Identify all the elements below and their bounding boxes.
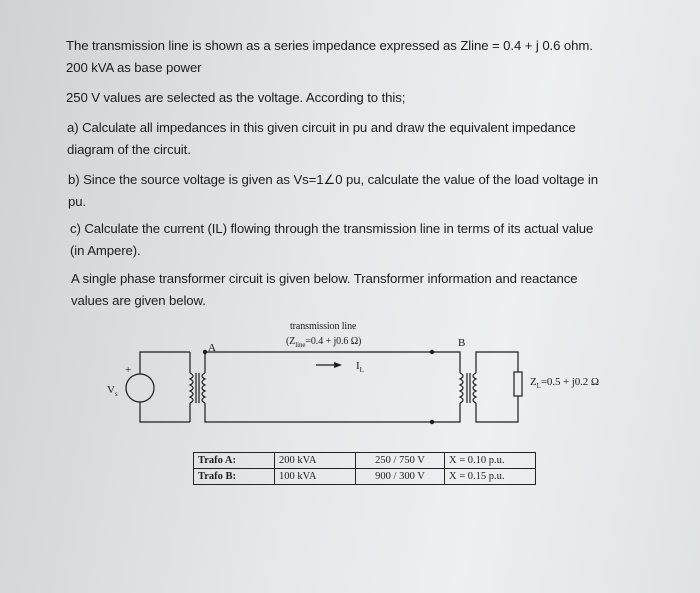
zline-label: ($Z_{line}=0.4 + j0.6$ Ω) xyxy=(286,336,362,349)
circuit-intro-line2: values are given below. xyxy=(71,293,206,308)
current-label: $I_L$ xyxy=(356,360,364,375)
trafo-name-cell: Trafo A: xyxy=(194,453,275,469)
source-voltage-label: $V_s$ xyxy=(107,384,118,399)
trafo-name-cell: Trafo B: xyxy=(194,469,275,485)
circuit-intro-line1: A single phase transformer circuit is given below. Transformer information and reactance xyxy=(71,271,578,286)
trafo-b-secondary-coil xyxy=(473,373,476,403)
table-row xyxy=(194,469,536,485)
question-a-line2: diagram of the circuit. xyxy=(67,142,191,157)
question-b-line1: b) Since the source voltage is given as Vs=1∠0 pu, calculate the value of the load voltage in xyxy=(68,172,598,187)
line-impedance-text: The transmission line is shown as a series impedance expressed as Zline = 0.4 + j 0.6 ohm. xyxy=(66,38,593,53)
load-impedance-box xyxy=(514,372,522,396)
voltage-source-symbol xyxy=(126,374,154,402)
question-c-line1: c) Calculate the current (IL) flowing through the transmission line in terms of its actual value xyxy=(70,221,594,236)
source-wire xyxy=(140,352,190,374)
trafo-power-cell: 100 kVA xyxy=(275,469,356,485)
trafo-b-primary-coil xyxy=(460,373,463,403)
node-b-dot xyxy=(430,350,434,354)
node-b-label: B xyxy=(458,337,466,349)
transformer-table xyxy=(193,452,536,485)
trafo-power-cell: 200 kVA xyxy=(275,453,356,469)
node-a-label: A xyxy=(208,342,216,354)
source-plus-sign: + xyxy=(125,364,132,376)
trafo-a-secondary-coil xyxy=(202,373,205,403)
trafo-voltage-cell: 250 / 750 V xyxy=(356,453,445,469)
transmission-line-label: transmission line xyxy=(290,321,357,332)
trafo-voltage-cell: 900 / 300 V xyxy=(356,469,445,485)
trafo-a-primary-coil xyxy=(190,373,193,403)
trafo-reactance-cell: X = 0.10 p.u. xyxy=(445,453,536,469)
trafo-reactance-cell: X = 0.15 p.u. xyxy=(445,469,536,485)
base-voltage-text: 250 V values are selected as the voltage. According to this; xyxy=(66,90,406,105)
question-a-line1: a) Calculate all impedances in this given circuit in pu and draw the equivalent impedance xyxy=(67,120,576,135)
question-b-line2: pu. xyxy=(68,194,87,209)
load-impedance-label: $Z_L=0.5 + j0.2$ Ω xyxy=(530,376,599,391)
base-power-text: 200 kVA as base power xyxy=(66,60,202,75)
question-c-line2: (in Ampere). xyxy=(70,243,141,258)
node-a-dot xyxy=(203,350,207,354)
table-row xyxy=(194,453,536,469)
